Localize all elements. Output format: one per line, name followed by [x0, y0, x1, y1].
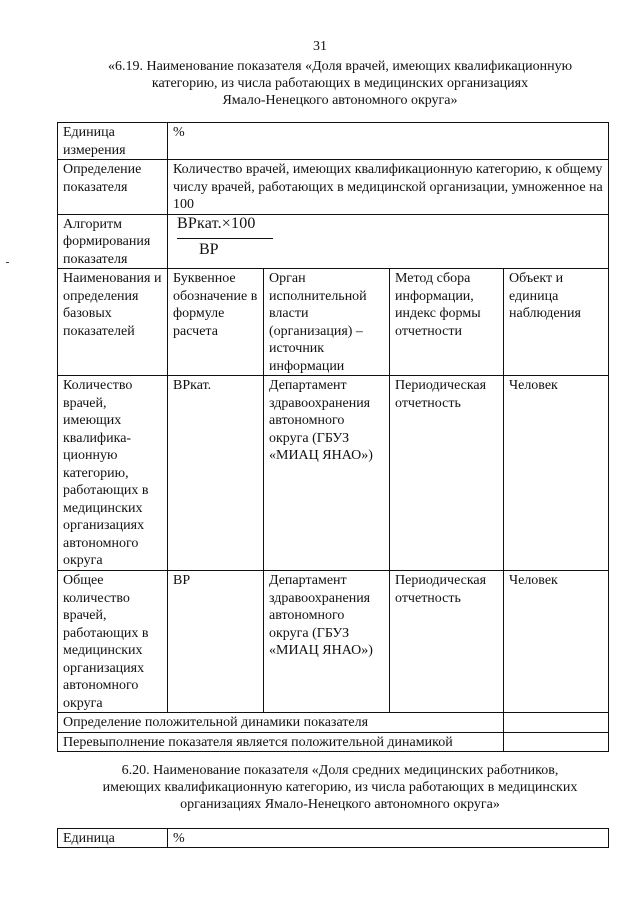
unit-label: Единица: [58, 829, 168, 848]
definition-label: Определение показателя: [58, 160, 168, 215]
margin-mark: [6, 262, 9, 263]
column-header: Буквенное обозначение в формуле расчета: [168, 269, 264, 376]
heading-line: 6.20. Наименование показателя «Доля средних медицинских работников,: [121, 763, 559, 778]
column-header: Метод сбора информации, индекс формы отчетности: [390, 269, 504, 376]
unit-row: [58, 123, 609, 160]
heading-line: организациях Ямало-Ненецкого автономного округа»: [180, 797, 500, 812]
formula-numerator: ВРкат.×100: [177, 214, 256, 232]
definition-row: [58, 160, 609, 215]
column-header: Объект и единица наблюдения: [504, 269, 609, 376]
indicator-name: Количество врачей, имеющих квалифика-ционную категорию, работающих в медицинских организациях автономного округа: [58, 376, 168, 571]
columns-header-row: [58, 269, 609, 376]
indicator-method: Периодическая отчетность: [390, 571, 504, 713]
indicator-object: Человек: [504, 376, 609, 571]
table-row: [58, 571, 609, 713]
fraction-bar: [177, 238, 273, 239]
heading-line: Ямало-Ненецкого автономного округа»: [222, 93, 458, 108]
indicator-table-6-19: [57, 122, 609, 752]
dynamics-label-row: [58, 713, 609, 733]
column-header: Наименования и определения базовых показателей: [58, 269, 168, 376]
indicator-source: Департамент здравоохранения автономного округа (ГБУЗ «МИАЦ ЯНАО»): [264, 376, 390, 571]
indicator-object: Человек: [504, 571, 609, 713]
formula-cell: [168, 214, 609, 269]
formula-fraction: [173, 216, 604, 262]
unit-label: Единица измерения: [58, 123, 168, 160]
heading-line: имеющих квалификационную категорию, из числа работающих в медицинских: [102, 780, 578, 795]
heading-line: «6.19. Наименование показателя «Доля врачей, имеющих квалификационную: [107, 59, 573, 74]
unit-value: %: [168, 829, 609, 848]
page-number: 31: [313, 39, 327, 54]
algorithm-row: [58, 214, 609, 269]
section-6-19-heading: [80, 58, 600, 109]
indicator-source: Департамент здравоохранения автономного округа (ГБУЗ «МИАЦ ЯНАО»): [264, 571, 390, 713]
indicator-table-6-20: [57, 828, 609, 848]
indicator-method: Периодическая отчетность: [390, 376, 504, 571]
heading-line: категорию, из числа работающих в медицинских организациях: [151, 76, 529, 91]
formula-denominator: ВР: [199, 240, 219, 258]
definition-value: Количество врачей, имеющих квалификационную категорию, к общему числу врачей, работающих в медицинской организации, умноженное на 100: [168, 160, 609, 215]
indicator-symbol: ВР: [168, 571, 264, 713]
algorithm-label: Алгоритм формирования показателя: [58, 214, 168, 269]
empty-cell: [504, 732, 609, 752]
table-row: [58, 376, 609, 571]
dynamics-label: Определение положительной динамики показателя: [58, 713, 504, 733]
column-header: Орган исполнительной власти (организация) – источник информации: [264, 269, 390, 376]
dynamics-value: Перевыполнение показателя является положительной динамикой: [58, 732, 504, 752]
indicator-name: Общее количество врачей, работающих в медицинских организациях автономного округа: [58, 571, 168, 713]
dynamics-value-row: [58, 732, 609, 752]
indicator-symbol: ВРкат.: [168, 376, 264, 571]
unit-value: %: [168, 123, 609, 160]
empty-cell: [504, 713, 609, 733]
section-6-20-heading: [80, 762, 600, 813]
unit-row: [58, 829, 609, 848]
